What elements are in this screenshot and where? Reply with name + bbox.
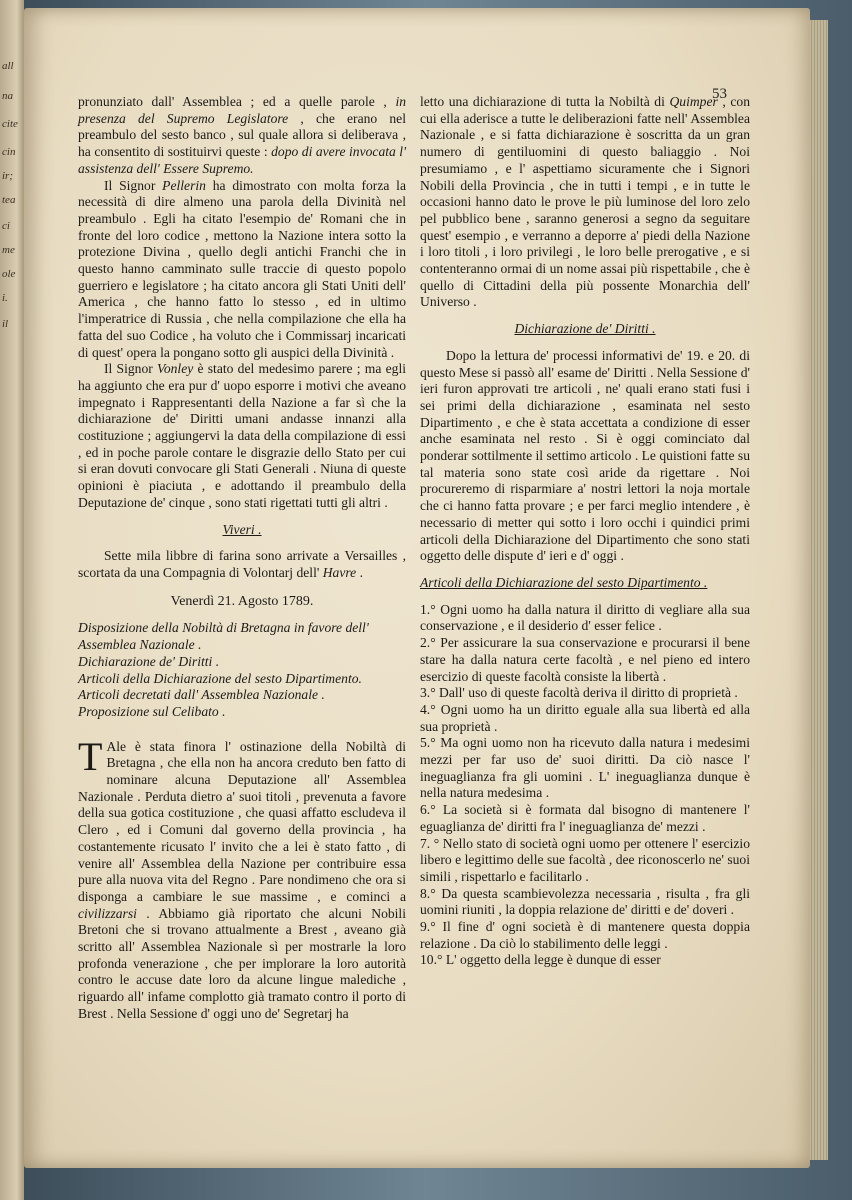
margin-fragment: all xyxy=(2,60,14,72)
article: 7. ° Nello stato di società ogni uomo per ottenere l' esercizio libero e legittimo delle sue facoltà , dee riconoscerlo ne' suoi simili , rispettarlo e facilitarlo . xyxy=(420,835,750,884)
contents-item: Articoli decretati dall' Assemblea Nazionale . xyxy=(78,687,325,703)
text-run: , con cui ella aderisce a tutte le deliberazioni fatte nell' Assemblea Nazionale , e si fatta dichiarazione è soscritta da un gran numero di gentiluomini di questo baliaggio . Noi presumiamo , e l' aspettiamo sicuramente che i Signori Nobili della Provincia , che in tutti i tempi , e in tutte le occasioni hanno dato le prove le più luminose del loro zelo pel pubblico bene , saranno generosi a segno da seguitare quest' esempio , e verranno a deporre a' piedi della Nazione i loro titoli , i loro privilegi , le loro belle prerogative , e si contenteranno ormai di un nome assai più rispettabile , che è quello di Cittadini della più possente Monarchia dell' Universo . xyxy=(420,94,750,310)
article: 10.° L' oggetto della legge è dunque di esser xyxy=(420,952,661,968)
drop-cap: T xyxy=(78,733,103,779)
page-number: 53 xyxy=(712,86,727,102)
article: 1.° Ogni uomo ha dalla natura il diritto di vegliare alla sua conservazione , e il desiderio d' esser felice . xyxy=(420,601,750,634)
contents-item: Disposizione della Nobiltà di Bretagna in favore dell' Assemblea Nazionale . xyxy=(78,620,369,653)
text-run: pronunziato dall' Assemblea ; ed a quelle parole , xyxy=(78,94,387,109)
text-run: Ale è stata finora l' ostinazione della Nobiltà di Bretagna , che ella non ha ancora creduto ben fatto di nominare alcuna Deputazione all' Assemblea Nazionale . Perduta dietro a' suoi titoli , prevenuta a favore della sua gotica costituzione , che quasi affatto escludeva il Clero , ed i Comuni dal governo della provincia , ha costantemente ricusato l' invito che a lei è stato fatto , di venire all' Assemblea della Nazione per contribuire essa pure alla nuova vita del Regno . Pare nondimeno che ora si disponga a cambiare le sue massime , e cominci a xyxy=(78,738,406,904)
text-run: . Abbiamo già riportato che alcuni Nobili Bretoni che si trovano attualmente a Brest , aveano già scritto all' Assemblea Nazionale sì per mostrarle la loro profonda venerazione , che per implorare la loro autorità contro le accuse date loro da alcune lingue malediche , riguardo all' infame complotto già tramato contro il porto di Brest . Nella Sessione d' oggi uno de' Segretarj ha xyxy=(78,905,406,1021)
text-run: Sette mila libbre di farina sono arrivate a Versailles , scortata da una Compagnia di Volontarj dell' xyxy=(78,548,406,580)
margin-fragment: il xyxy=(2,318,9,330)
margin-fragment: ir; xyxy=(2,170,13,182)
text-run: , che erano nel preambulo del sesto banco , sul quale allora si deliberava , ha consentito di sostituirvi queste : xyxy=(78,110,406,160)
heading-text: Viveri . xyxy=(222,521,262,537)
left-column xyxy=(78,94,406,1023)
person-name: Pellerin xyxy=(162,177,206,193)
margin-fragment: me xyxy=(2,244,15,256)
place-name: Quimper xyxy=(669,94,718,109)
right-column xyxy=(420,94,750,969)
text-run: . xyxy=(359,564,363,580)
article: 5.° Ma ogni uomo non ha ricevuto dalla natura i medesimi mezzi per far uso de' suoi diritti. Da ciò nasce l' ineguaglianza fra gli uomini . L' ineguaglianza dunque è nella natura medesima . xyxy=(420,735,750,801)
margin-fragment: ci xyxy=(2,220,10,232)
article: 8.° Da questa scambievolezza necessaria , risulta , fra gli uomini riuniti , la doppia relazione de' diritti e de' doveri . xyxy=(420,885,750,918)
margin-fragment: na xyxy=(2,90,13,102)
paragraph: Dopo la lettura de' processi informativi de' 19. e 20. di questo Mese si passò all' esame de' Diritti . Nella Sessione d' ieri furon approvati tre articoli , ne' quali erano stati fusi i sei primi della dichiarazione , esaminata nel sesto Dipartimento , e che è stata accettata a condizione di esser anche esaminata nel resto . Si è oggi cominciato dal ponderar sottilmente il settimo articolo . Le quistioni fatte su tal materia sono state così aride da rigettare . Noi procureremo di risparmiare a' nostri lettori la noja mortale che ci hanno fatta provare ; e per farci meglio intendere , è necessario di metter qui sotto i loro occhi i quindici primi articoli della Dichiarazione del Dipartimento che sono stati oggetto delle dispute d' ieri e d' oggi . xyxy=(420,347,750,564)
contents-summary xyxy=(78,620,406,720)
document-page xyxy=(24,8,810,1168)
contents-item: Proposizione sul Celibato . xyxy=(78,703,226,719)
section-heading-articoli xyxy=(420,575,750,592)
heading-text: Dichiarazione de' Diritti . xyxy=(514,321,656,337)
text-run: Il Signor xyxy=(104,177,156,193)
margin-fragment: cin xyxy=(2,146,16,158)
date-heading: Venerdì 21. Agosto 1789. xyxy=(170,593,314,609)
article: 3.° Dall' uso di queste facoltà deriva il diritto di proprietà . xyxy=(420,685,738,701)
paragraph xyxy=(78,548,406,581)
contents-item: Dichiarazione de' Diritti . xyxy=(78,653,220,669)
paragraph xyxy=(78,733,406,1023)
contents-item: Articoli della Dichiarazione del sesto Dipartimento. xyxy=(78,670,362,686)
paragraph xyxy=(78,178,406,362)
paragraph xyxy=(420,94,750,311)
paragraph xyxy=(78,94,406,178)
margin-fragment: tea xyxy=(2,194,16,206)
text-run: Il Signor xyxy=(104,361,153,377)
text-run-italic: civilizzarsi xyxy=(78,905,137,921)
article: 2.° Per assicurare la sua conservazione e procurarsi il bene stare ha dalla natura certe facoltà , e nel pieno ed intero esercizio di queste facoltà consiste la libertà . xyxy=(420,635,750,684)
heading-text: Articoli della Dichiarazione del sesto Dipartimento . xyxy=(420,574,708,590)
place-name: Havre xyxy=(322,564,357,580)
text-run: è stato del medesimo parere ; ma egli ha aggiunto che era pur d' uopo esporre i motivi che aveano impegnato i Rappresentanti della Nazione a far sì che la dichiarazione de' Diritti umani andasse innanzi alla costituzione ; aggiungervi la data della compilazione di essi , ed in poche parole contare le disgrazie dello Stato per cui si eran dovuti convocare gli Stati Generali . Niuna di queste opinioni è piaciuta , e adottando il preambulo della Deputazione de' cinque , sono stati rigettati tutti gli altri . xyxy=(78,361,406,510)
article: 9.° Il fine d' ogni società è di mantenere questa doppia relazione . Da ciò lo stabilimento delle leggi . xyxy=(420,919,750,951)
article: 6.° La società si è formata dal bisogno di mantenere l' eguaglianza de' diritti fra l' ineguaglianza de' mezzi . xyxy=(420,802,750,834)
left-page-edge xyxy=(0,0,24,1200)
person-name: Vonley xyxy=(157,361,194,377)
margin-fragment: ole xyxy=(2,268,16,280)
text-run: letto una dichiarazione di tutta la Nobiltà di xyxy=(420,94,665,109)
section-heading-dichiarazione xyxy=(420,321,750,338)
text-run: ha dimostrato con molta forza la necessità di dire almeno una parola della Divinità nel preambulo . Egli ha citato l'esempio de' Romani che in fronte del loro codice , mettono la Nazione intera sotto la protezione Divina , quello degli antichi Franchi che in questo hanno camminato sulle traccie di questo popolo guerriero e legislatore ; ha citato ancora gli Stati Uniti dell' America , che hanno fatto lo stesso , ed in ultimo l'imperatrice di Russia , che nella compilazione che ella ha fatta del suo Codice , ha voluto che i Commissarj incaricati di quest' opera la pongano sotto gli auspici della Divinità . xyxy=(78,177,406,360)
text-run-italic: in presenza del Supremo Legislatore xyxy=(78,94,407,126)
text-run-italic: dopo di avere invocata l' assistenza dell' Essere Supremo. xyxy=(78,144,406,176)
article: 4.° Ogni uomo ha un diritto eguale alla sua libertà ed alla sua proprietà . xyxy=(420,701,750,734)
section-heading-viveri xyxy=(78,522,406,539)
margin-fragment: i. xyxy=(2,292,8,304)
margin-fragment: cite xyxy=(2,118,18,130)
paragraph xyxy=(78,361,406,511)
